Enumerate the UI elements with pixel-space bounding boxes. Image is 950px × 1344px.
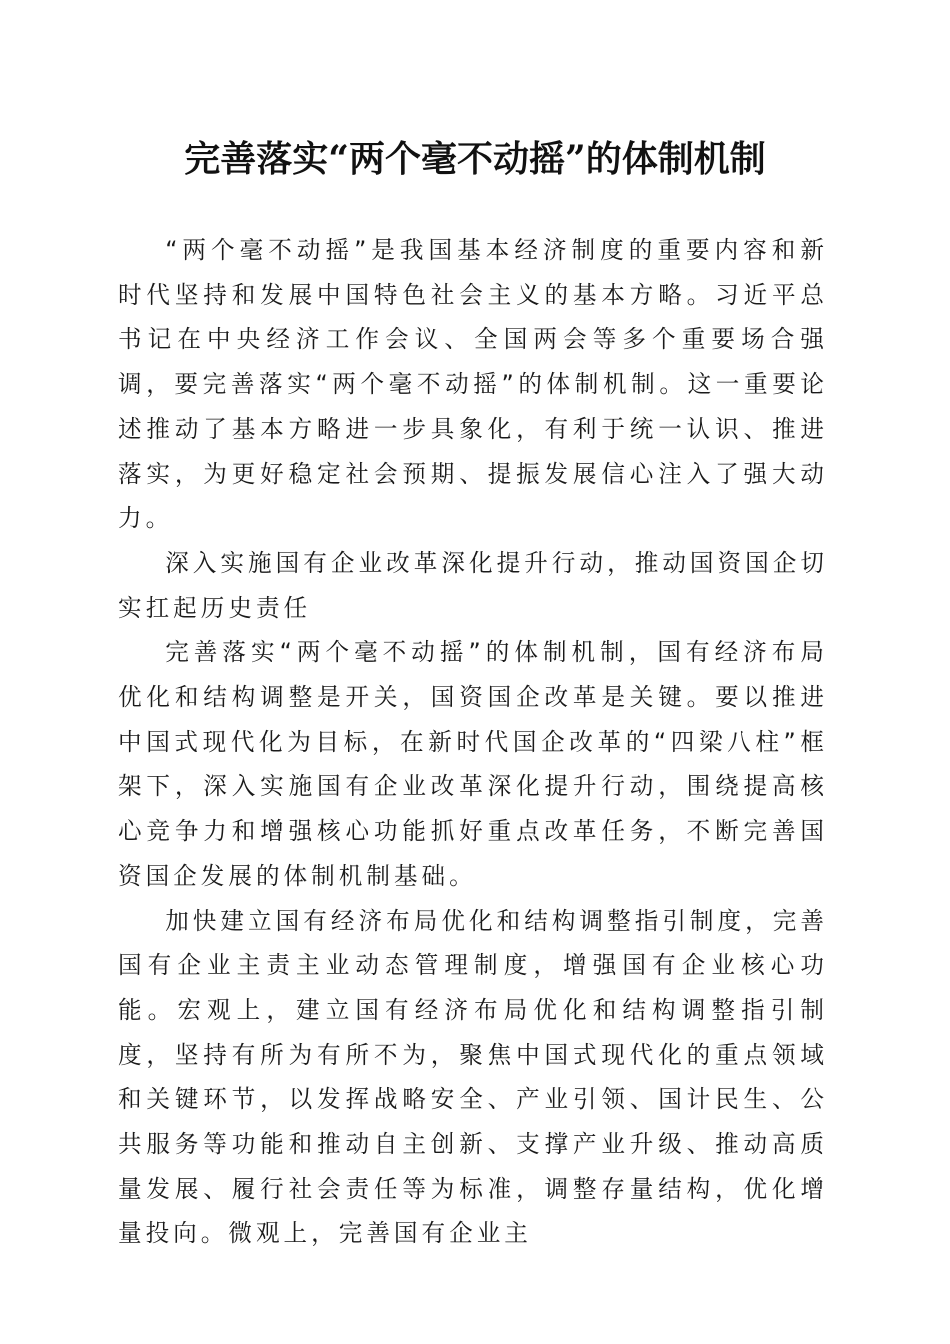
page-title: 完善落实“两个毫不动摇”的体制机制 <box>184 138 766 180</box>
document-body <box>118 228 828 1256</box>
paragraph-reform: 完善落实“两个毫不动摇”的体制机制，国有经济布局优化和结构调整是开关，国资国企改革是关键。要以推进中国式现代化为目标，在新时代国企改革的“四梁八柱”框架下，深入实施国有企业改革深化提升行动，围绕提高核心竞争力和增强核心功能抓好重点改革任务，不断完善国资国企发展的体制机制基础。 <box>118 638 828 890</box>
paragraph-subheading: 深入实施国有企业改革深化提升行动，推动国资国企切实扛起历史责任 <box>118 548 828 622</box>
paragraph-intro: “两个毫不动摇”是我国基本经济制度的重要内容和新时代坚持和发展中国特色社会主义的基本方略。习近平总书记在中央经济工作会议、全国两会等多个重要场合强调，要完善落实“两个毫不动摇”的体制机制。这一重要论述推动了基本方略进一步具象化，有利于统一认识、推进落实，为更好稳定社会预期、提振发展信心注入了强大动力。 <box>118 236 828 533</box>
paragraph-layout: 加快建立国有经济布局优化和结构调整指引制度，完善国有企业主责主业动态管理制度，增强国有企业核心功能。宏观上，建立国有经济布局优化和结构调整指引制度，坚持有所为有所不为，聚焦中国式现代化的重点领域和关键环节，以发挥战略安全、产业引领、国计民生、公共服务等功能和推动自主创新、支撑产业升级、推动高质量发展、履行社会责任等为标准，调整存量结构，优化增量投向。微观上，完善国有企业主 <box>118 906 828 1248</box>
